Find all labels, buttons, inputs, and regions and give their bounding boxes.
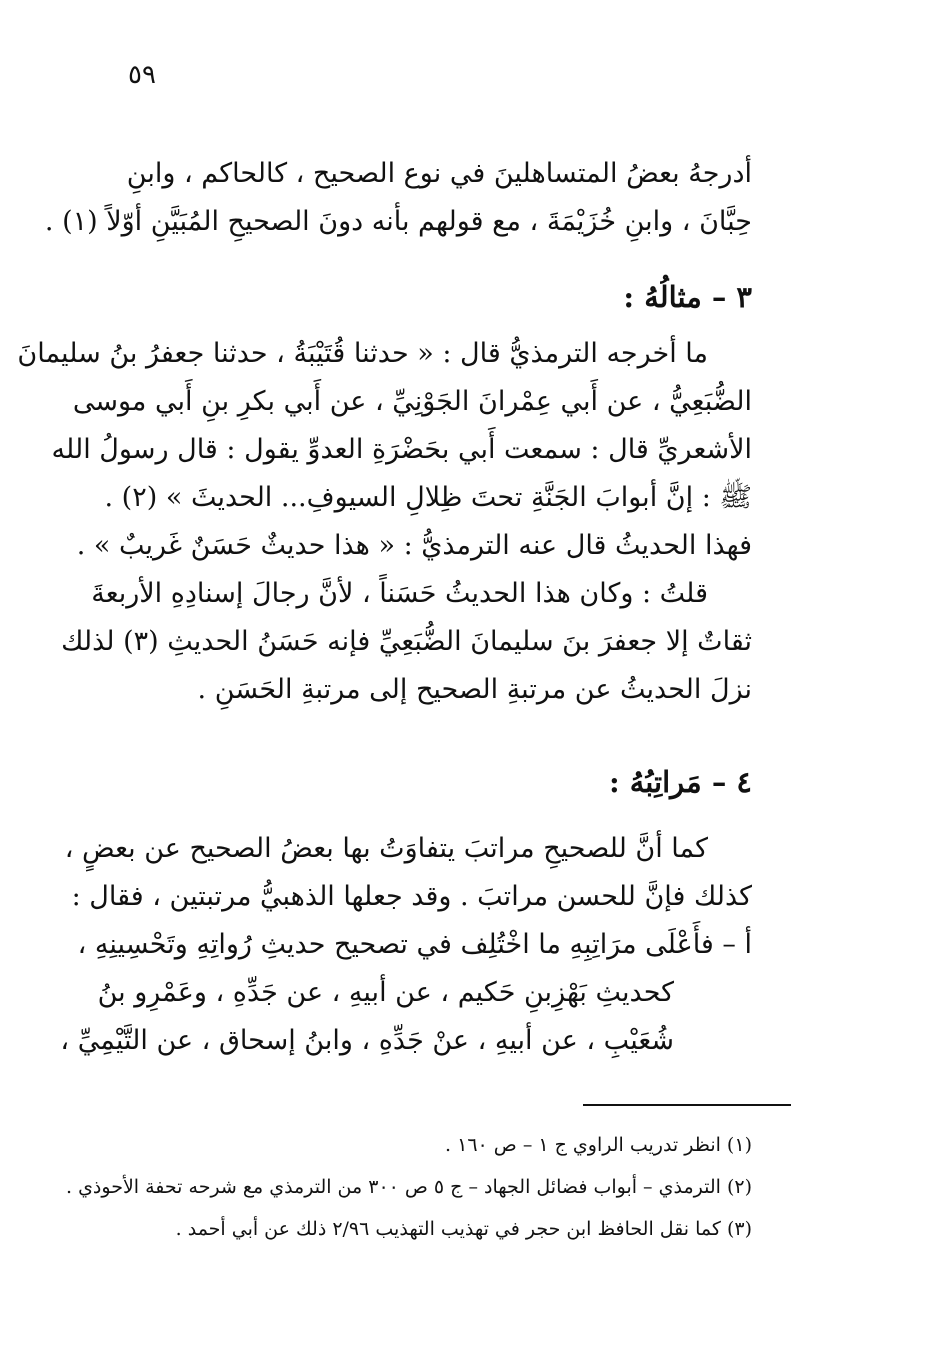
footnote-1: (١) انظر تدريب الراوي ج ١ – ص ١٦٠ . xyxy=(445,1134,752,1156)
section-ranks-paragraph xyxy=(60,825,752,1065)
text-line: ثقاتٌ إلا جعفرَ بنَ سليمانَ الضُّبَعِيِّ فإنه حَسَنُ الحديثِ (٣) لذلك xyxy=(61,626,752,657)
footnote-3: (٣) كما نقل الحافظ ابن حجر في تهذيب التهذيب ٢/٩٦ ذلك عن أبي أحمد . xyxy=(175,1218,752,1240)
page-number: ٥٩ xyxy=(128,60,156,90)
text-line: الضُّبَعِيُّ ، عن أَبي عِمْرانَ الجَوْنِيِّ ، عن أَبي بكرِ بنِ أَبي موسى xyxy=(72,386,752,417)
section-heading-example: ٣ – مثالُهُ : xyxy=(623,280,752,314)
intro-paragraph xyxy=(44,150,752,246)
list-item-a: أ – فأَعْلَى مرَاتِبِهِ ما اخْتُلِف في تصحيح حديثِ رُواتِهِ وتَحْسِينِهِ ، xyxy=(77,929,752,960)
text-line: أدرجهُ بعضُ المتساهلينَ في نوع الصحيح ، كالحاكم ، وابنِ xyxy=(126,158,752,189)
footnote-divider xyxy=(583,1104,791,1106)
text-line: قلتُ : وكان هذا الحديثُ حَسَناً ، لأنَّ رجالَ إسنادِهِ الأربعةَ xyxy=(91,578,708,609)
text-line: فهذا الحديثُ قال عنه الترمذيُّ : « هذا حديثٌ حَسَنٌ غَريبٌ » . xyxy=(76,530,752,561)
text-line: كذلك فإنَّ للحسن مراتبَ . وقد جعلها الذهبيُّ مرتبتين ، فقال : xyxy=(71,881,752,912)
text-line: الأشعريِّ قال : سمعت أَبي بحَضْرَةِ العدوِّ يقول : قال رسولُ الله xyxy=(51,434,752,465)
section-heading-ranks: ٤ – مَراتِبُهُ : xyxy=(608,765,752,799)
text-line: نزلَ الحديثُ عن مرتبةِ الصحيح إلى مرتبةِ الحَسَنِ . xyxy=(197,674,752,705)
text-line: كحديثِ بَهْزِبنِ حَكيم ، عن أبيهِ ، عن جَدِّهِ ، وعَمْرِو بنُ xyxy=(97,977,674,1008)
footnotes xyxy=(65,1124,752,1250)
section-example-paragraph xyxy=(17,330,752,714)
text-line: شُعَيْبِ ، عن أبيهِ ، عنْ جَدِّهِ ، وابنُ إسحاق ، عن التَّيْمِيِّ ، xyxy=(60,1025,674,1056)
text-line: حِبَّانَ ، وابنِ خُزَيْمَةَ ، مع قولهم بأنه دونَ الصحيحِ المُبَيَّنِ أوّلاً (١) . xyxy=(44,206,752,237)
text-line: ﷺ : إنَّ أبوابَ الجَنَّةِ تحتَ ظِلالِ السيوفِ... الحديثَ » (٢) . xyxy=(104,482,752,513)
text-line: ما أخرجه الترمذيُّ قال : « حدثنا قُتَيْبَةُ ، حدثنا جعفرُ بنُ سليمانَ xyxy=(17,338,708,369)
footnote-2: (٢) الترمذي – أبواب فضائل الجهاد – ج ٥ ص ٣٠٠ من الترمذي مع شرحه تحفة الأحوذي . xyxy=(65,1176,752,1198)
text-line: كما أنَّ للصحيحِ مراتبَ يتفاوَتُ بها بعضُ الصحيح عن بعضٍ ، xyxy=(64,833,708,864)
